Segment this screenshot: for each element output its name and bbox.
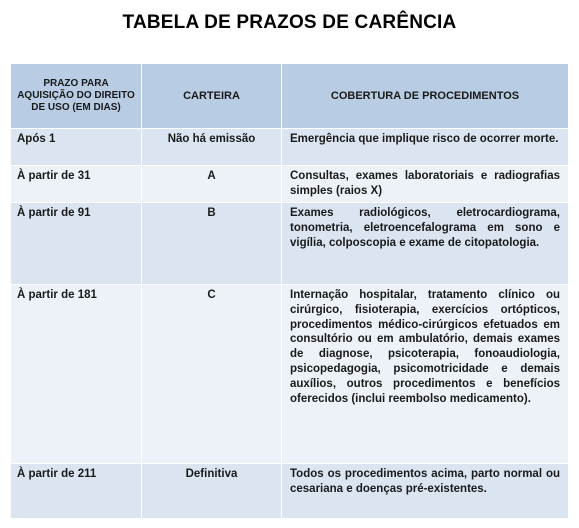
cell-prazo: À partir de 181: [11, 285, 142, 464]
table-row: [11, 129, 569, 166]
cell-carteira: Definitiva: [142, 464, 282, 519]
table-row: [11, 203, 569, 285]
cell-cobertura: Exames radiológicos, eletrocardiograma, tonometria, eletroencefalograma em sono e vigília, colposcopia e exame de citopatologia.: [282, 203, 569, 285]
cell-cobertura: Internação hospitalar, tratamento clínico ou cirúrgico, fisioterapia, exercícios ortópticos, procedimentos médico-cirúrgicos efetuados em consultório ou em ambulatório, demais exames de diagnose, psicoterapia, fonoaudiologia, psicopedagogia, psicomotricidade e demais auxílios, outros procedimentos e benefícios oferecidos (inclui reembolso medicamento).: [282, 285, 569, 464]
table-row: [11, 464, 569, 519]
cell-prazo: Após 1: [11, 129, 142, 166]
cell-cobertura: Consultas, exames laboratoriais e radiografias simples (raios X): [282, 166, 569, 203]
cell-carteira: C: [142, 285, 282, 464]
table-row: [11, 285, 569, 464]
header-carteira: CARTEIRA: [142, 64, 282, 129]
cell-cobertura: Todos os procedimentos acima, parto normal ou cesariana e doenças pré-existentes.: [282, 464, 569, 519]
cell-cobertura: Emergência que implique risco de ocorrer morte.: [282, 129, 569, 166]
waiting-periods-table: [10, 63, 569, 519]
table-header: [11, 64, 569, 129]
header-prazo: PRAZO PARA AQUISIÇÃO DO DIREITO DE USO (EM DIAS): [11, 64, 142, 129]
table-row: [11, 166, 569, 203]
cell-prazo: À partir de 31: [11, 166, 142, 203]
cell-carteira: A: [142, 166, 282, 203]
cell-prazo: À partir de 211: [11, 464, 142, 519]
cell-carteira: B: [142, 203, 282, 285]
cell-prazo: À partir de 91: [11, 203, 142, 285]
cell-carteira: Não há emissão: [142, 129, 282, 166]
header-cobertura: COBERTURA DE PROCEDIMENTOS: [282, 64, 569, 129]
page-title: TABELA DE PRAZOS DE CARÊNCIA: [122, 12, 457, 33]
